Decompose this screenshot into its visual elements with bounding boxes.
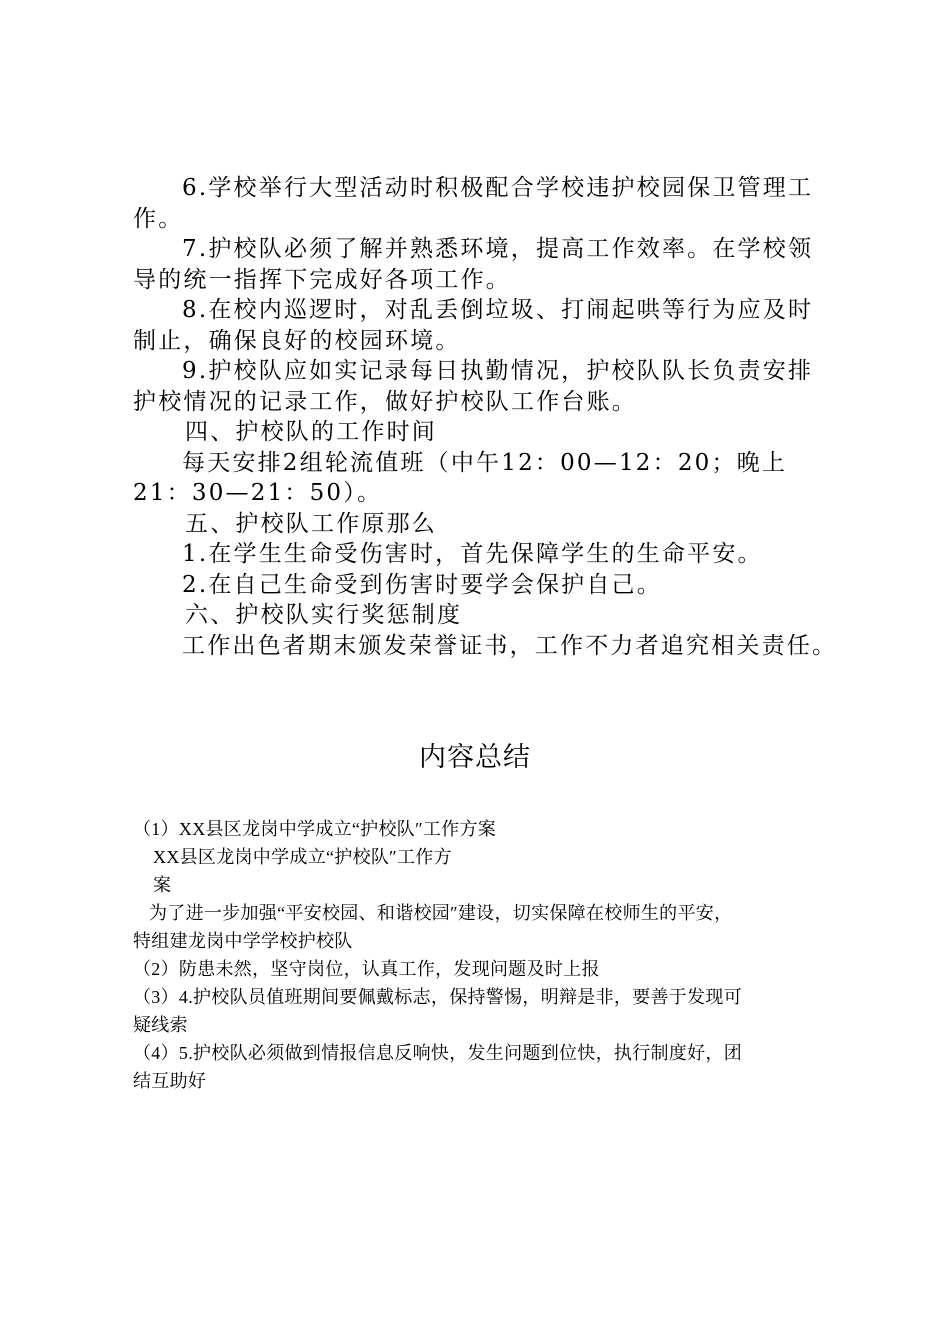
paragraph-line: 21：30—21：50）。: [133, 480, 383, 506]
paragraph-line: 作。: [133, 205, 184, 232]
paragraph-item-9: [133, 356, 833, 417]
summary-body: [133, 815, 833, 1095]
summary-line: （3）4.护校队员值班期间要佩戴标志，保持警惕，明辩是非，要善于发现可: [133, 987, 742, 1007]
summary-item-4: [133, 1039, 833, 1095]
section-heading-principles: 五、护校队工作原那么: [185, 510, 437, 537]
paragraph-principle-1: 1.在学生生命受伤害时，首先保障学生的生命平安。: [182, 541, 763, 567]
paragraph-line: 每天安排2组轮流值班（中午12：00—12：20；晚上: [182, 449, 788, 476]
paragraph-line: 9.护校队应如实记录每日执勤情况，护校队队长负责安排: [182, 358, 814, 384]
paragraph-principle-2: 2.在自己生命受到伤害时要学会保护自己。: [182, 571, 662, 598]
section-heading-work-time: 四、护校队的工作时间: [185, 419, 437, 445]
summary-line: 特组建龙岗中学学校护校队: [133, 931, 353, 951]
section-heading-rewards: 六、护校队实行奖惩制度: [185, 602, 463, 628]
document-body: [133, 173, 838, 661]
paragraph-line: 导的统一指挥下完成好各项工作。: [133, 266, 511, 293]
paragraph-line: 制止，确保良好的校园环境。: [133, 327, 461, 354]
summary-line: 疑线索: [133, 1015, 188, 1035]
summary-item-1: （1）XX县区龙岗中学成立“护校队″工作方案: [133, 819, 497, 839]
paragraph-schedule: [133, 448, 833, 509]
summary-line: （4）5.护校队必须做到情报信息反响快，发生问题到位快，执行制度好，团: [133, 1043, 742, 1063]
summary-item-1-subtitle-cont: 案: [153, 875, 172, 895]
summary-line: 为了进一步加强“平安校园、和谐校园″建设，切实保障在校师生的平安，: [149, 903, 733, 923]
paragraph-item-8: [133, 295, 833, 356]
paragraph-item-6: [133, 173, 833, 234]
summary-item-3: [133, 983, 833, 1039]
summary-line: 结互助好: [133, 1071, 207, 1091]
paragraph-item-7: [133, 234, 833, 295]
summary-title: 内容总结: [419, 742, 531, 772]
paragraph-rewards: 工作出色者期末颁发荣誉证书，工作不力者追究相关责任。: [182, 632, 838, 659]
paragraph-line: 8.在校内巡逻时，对乱丢倒垃圾、打闹起哄等行为应及时: [182, 297, 814, 323]
paragraph-line: 护校情况的记录工作，做好护校队工作台账。: [133, 388, 637, 415]
paragraph-line: 6.学校举行大型活动时积极配合学校违护校园保卫管理工: [182, 175, 814, 201]
paragraph-line: 7.护校队必须了解并熟悉环境，提高工作效率。在学校领: [182, 236, 814, 262]
summary-item-1-subtitle: XX县区龙岗中学成立“护校队″工作方: [153, 847, 452, 867]
summary-item-1-paragraph: [133, 899, 833, 955]
summary-item-2: （2）防患未然，坚守岗位，认真工作，发现问题及时上报: [133, 959, 600, 979]
